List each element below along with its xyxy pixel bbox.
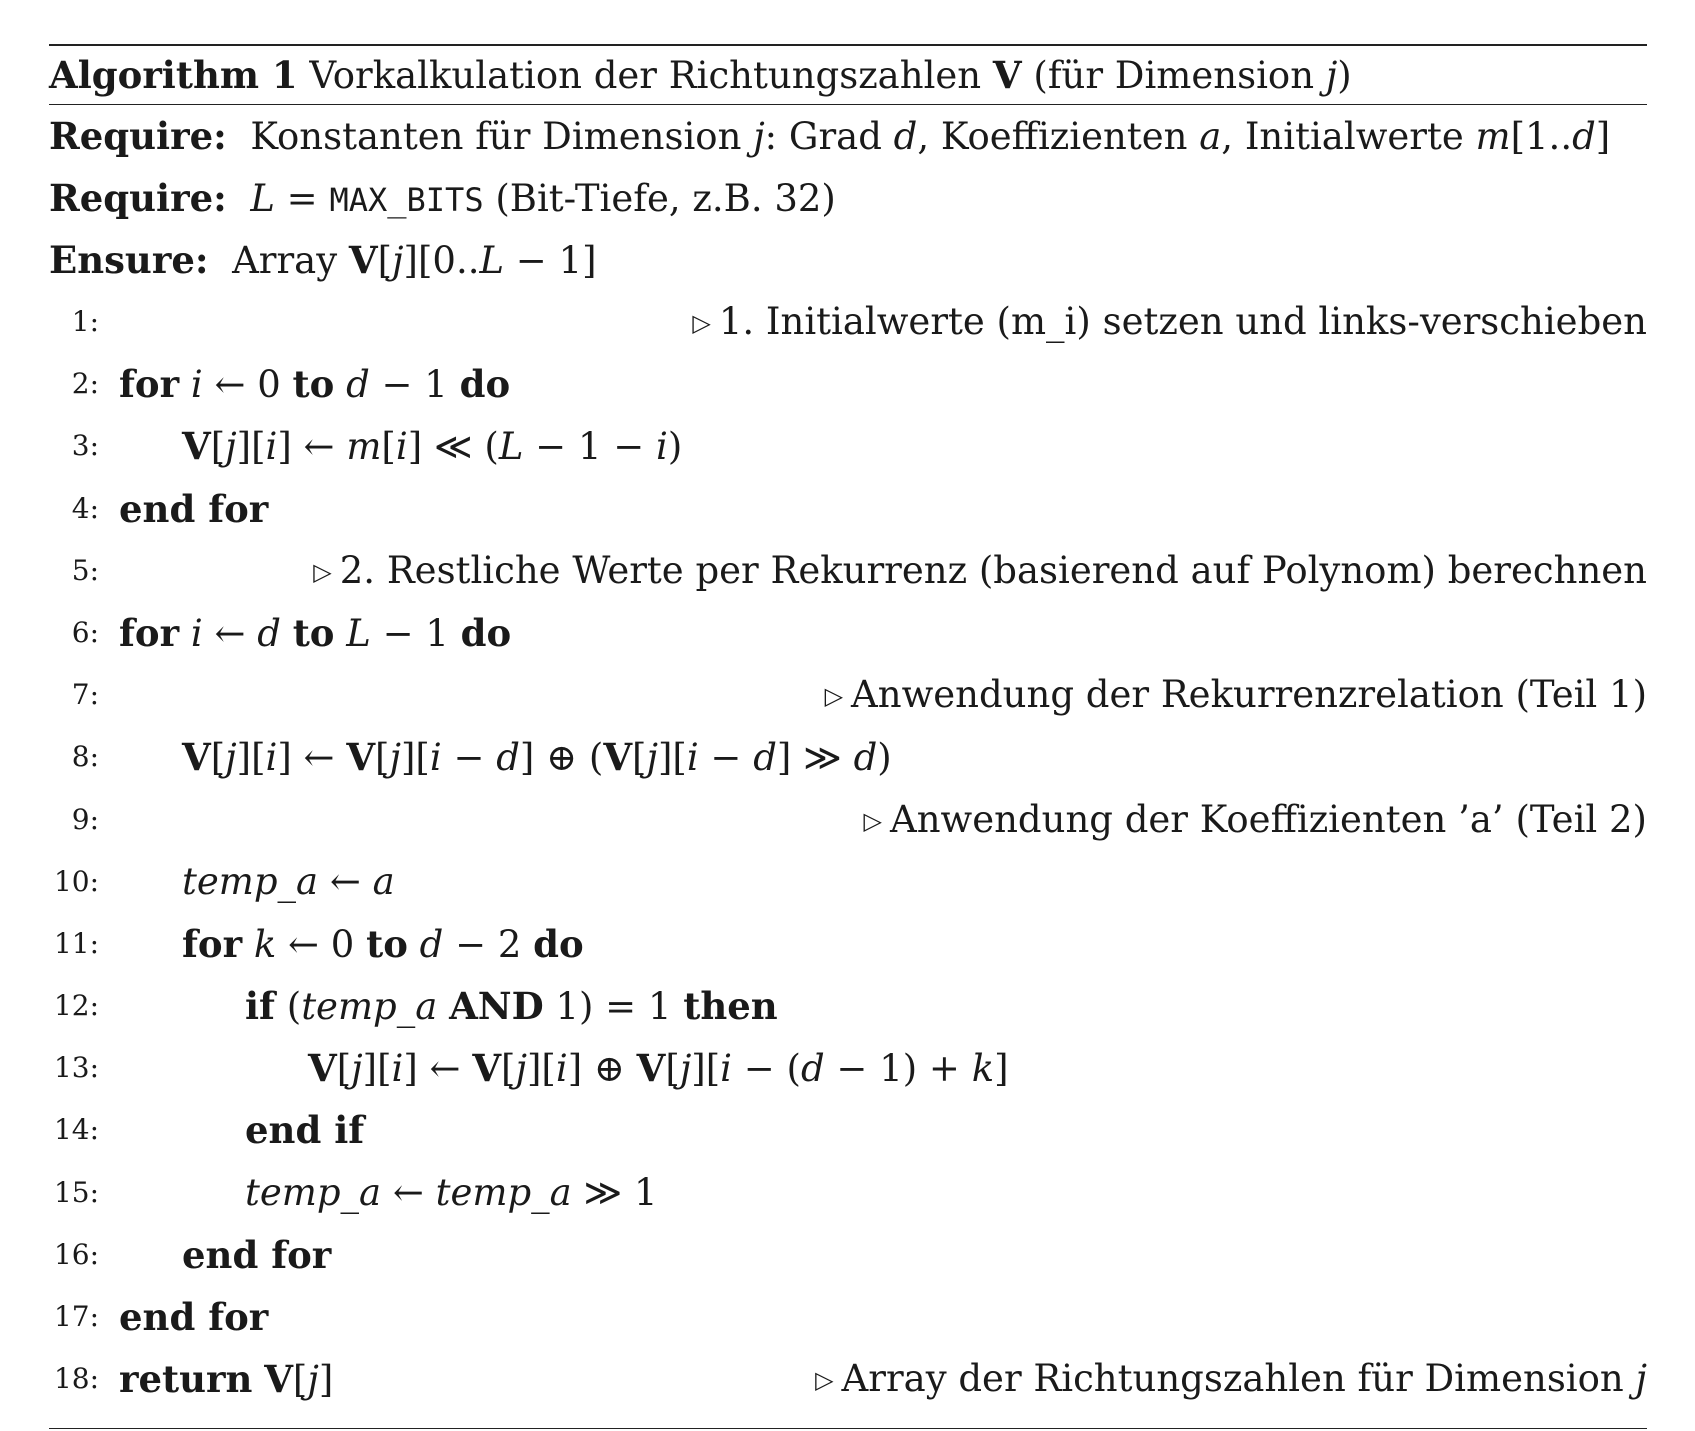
code-text: ][ (691, 1047, 721, 1091)
code-text: ] (318, 1358, 334, 1402)
comment-triangle-icon: ▷ (815, 1366, 834, 1395)
code (182, 1224, 331, 1287)
caption-text-c: ) (1337, 54, 1352, 97)
code-text: ← (381, 1170, 436, 1214)
code-text: − 1 (369, 363, 460, 407)
comment-text: Anwendung der Koeffizienten ’a’ (Teil 2) (889, 797, 1647, 841)
code (245, 1162, 658, 1224)
var: j (225, 425, 237, 469)
code-text: ] ⊕ (567, 1047, 637, 1091)
var-v: V (348, 238, 378, 282)
code-text: ] ← (403, 1047, 473, 1091)
line-number: 7: (71, 678, 99, 712)
var-l: L (250, 177, 275, 220)
var-v: V (182, 735, 211, 780)
line-number: 2: (71, 367, 99, 401)
keyword: for (182, 921, 243, 966)
var: k (971, 1047, 995, 1091)
caption-label: Algorithm 1 (49, 53, 298, 97)
code-text: [ (381, 425, 396, 469)
line-number: 13: (53, 1051, 99, 1085)
code-text: ][ (526, 1047, 556, 1091)
line-number: 1: (71, 305, 99, 338)
comment (815, 1348, 1647, 1414)
keyword: for (119, 610, 180, 655)
caption-symbol-j: j (1325, 54, 1338, 97)
comment-triangle-icon: ▷ (692, 309, 711, 337)
code-text: ] ≫ (776, 736, 854, 780)
var: i (190, 611, 203, 655)
code-text: ← 0 (276, 922, 367, 966)
comment (864, 789, 1647, 855)
code-text: ← (202, 611, 258, 655)
code-line-8 (49, 726, 1647, 788)
line-number: 4: (71, 491, 99, 525)
var-j: j (392, 239, 404, 282)
var: d (419, 922, 444, 966)
line-number: 10: (53, 864, 99, 898)
keyword: AND (449, 984, 544, 1029)
var-d: d (893, 115, 918, 158)
var: L (498, 425, 524, 469)
code-text: 1) = 1 (543, 985, 684, 1029)
code-line-7 (49, 664, 1647, 726)
var: k (253, 922, 277, 966)
var-v: V (472, 1046, 502, 1091)
ensure-line (49, 229, 1647, 291)
caption-text: Vorkalkulation der Richtungszahlen (309, 54, 982, 97)
line-number: 18: (53, 1362, 99, 1396)
var: d (257, 611, 281, 655)
keyword: end for (119, 1295, 269, 1339)
comment (692, 291, 1647, 357)
var-v: V (264, 1357, 293, 1402)
var: temp_a (182, 859, 319, 903)
keyword: end for (182, 1232, 332, 1277)
line-number: 3: (71, 429, 99, 463)
code (119, 478, 268, 541)
comment-text: Array der Richtungszahlen für Dimension (841, 1357, 1636, 1401)
var: a (372, 859, 395, 903)
code-text: ] (994, 1047, 1009, 1091)
code-text (437, 985, 449, 1028)
require-text: (Bit-Tiefe, z.B. 32) (483, 177, 836, 220)
var-d: d (1572, 115, 1596, 158)
keyword: to (366, 921, 408, 966)
var: i (395, 425, 408, 469)
code-text: ][ (657, 736, 687, 780)
var: i (720, 1047, 733, 1091)
const-max-bits: MAX_BITS (329, 181, 484, 219)
code-text: [ (210, 425, 226, 469)
code-line-13 (49, 1037, 1647, 1099)
code-text: − ( (732, 1047, 801, 1091)
var: i (686, 736, 699, 780)
comment-text: 2. Restliche Werte per Rekurrenz (basierend auf Polynom) berechnen (339, 548, 1647, 592)
code-line-11 (49, 913, 1647, 975)
var: j (389, 736, 401, 780)
var-v: V (308, 1046, 337, 1091)
var: L (346, 611, 371, 655)
code-line-2 (49, 353, 1647, 415)
code (308, 1037, 1009, 1100)
keyword: do (460, 610, 512, 655)
comment-text: 1. Initialwerte (m_i) setzen und links-verschieben (718, 300, 1647, 343)
var: j (1635, 1357, 1647, 1401)
code-text: − 1 (370, 611, 461, 655)
ensure-text: ][0.. (403, 239, 480, 282)
var: temp_a (301, 985, 438, 1029)
code-text: ← 0 (202, 363, 293, 407)
var: j (646, 736, 658, 780)
code (182, 913, 584, 976)
var: i (656, 425, 668, 469)
require-line-2 (49, 167, 1647, 229)
ensure-text: − 1] (504, 239, 597, 282)
var: i (190, 363, 203, 407)
code (119, 353, 510, 416)
code-text: ] ← (277, 736, 347, 780)
code-text: [ (336, 1047, 352, 1091)
var: i (265, 736, 278, 780)
require-text: : Grad (764, 115, 882, 158)
var-v: V (346, 735, 376, 780)
var: temp_a (435, 1170, 572, 1214)
var: d (853, 736, 878, 780)
code-text: [ (210, 736, 226, 780)
code-text: [ (501, 1047, 516, 1091)
require-line-1 (49, 105, 1647, 167)
code (245, 975, 778, 1038)
comment-text: Anwendung der Rekurrenzrelation (Teil 1) (851, 673, 1647, 717)
keyword: then (683, 984, 778, 1029)
var: i (265, 425, 278, 469)
code-text: ( (274, 985, 302, 1029)
algorithm-block (49, 44, 1647, 1429)
code-line-15 (49, 1162, 1647, 1224)
keyword: end if (245, 1108, 365, 1153)
code-text (281, 612, 293, 655)
algorithm-caption (49, 46, 1647, 104)
require-keyword: Require: (49, 114, 227, 158)
keyword: to (292, 610, 335, 655)
code-line-17 (49, 1286, 1647, 1348)
line-number: 15: (53, 1175, 99, 1209)
comment-triangle-icon: ▷ (863, 806, 882, 835)
var: m (346, 425, 382, 469)
code-text: − 1 − (523, 425, 657, 469)
code-text: ] ≪ ( (407, 425, 499, 469)
code (119, 1348, 333, 1411)
code (119, 602, 511, 665)
keyword: do (533, 921, 584, 966)
code-line-18 (49, 1348, 1647, 1410)
equals: = (274, 177, 330, 220)
code-text: ][ (400, 736, 430, 780)
code (119, 1286, 268, 1349)
require-text: , Initialwerte (1221, 115, 1464, 158)
bottom-rule (49, 1428, 1647, 1429)
require-text: , Koeffizienten (917, 115, 1188, 158)
code-line-9 (49, 789, 1647, 851)
code-line-14 (49, 1099, 1647, 1161)
var-l: L (479, 239, 505, 282)
require-text: [1.. (1510, 115, 1573, 158)
code-text: ][ (362, 1047, 392, 1091)
line-number: 17: (53, 1300, 99, 1333)
keyword: do (459, 362, 511, 407)
code-text: ] ← (277, 425, 347, 469)
var-j: j (753, 115, 765, 158)
code-text (252, 1358, 264, 1401)
code-text: ] ⊕ ( (519, 736, 604, 780)
var: d (346, 363, 370, 407)
require-keyword: Require: (49, 176, 227, 220)
code-text: [ (665, 1047, 680, 1091)
line-number: 6: (71, 615, 99, 649)
require-text: Konstanten für Dimension (250, 115, 742, 158)
keyword: end for (119, 486, 269, 531)
code (182, 851, 395, 913)
var: temp_a (245, 1170, 382, 1214)
keyword: to (292, 362, 335, 407)
line-number: 11: (53, 926, 99, 960)
var-m: m (1475, 115, 1511, 158)
caption-text-b: (für Dimension (1033, 54, 1315, 97)
line-number: 8: (71, 740, 99, 774)
caption-symbol-v: V (992, 53, 1022, 97)
code-text: [ (632, 736, 647, 780)
var-a: a (1199, 115, 1222, 158)
ensure-keyword: Ensure: (49, 238, 209, 282)
var: j (679, 1047, 692, 1091)
code-line-1 (49, 291, 1647, 353)
code-text: ≫ 1 (571, 1170, 658, 1214)
code (182, 726, 892, 789)
var: j (351, 1047, 363, 1091)
var-v: V (636, 1046, 666, 1091)
code-line-12 (49, 975, 1647, 1037)
code-text: ][ (236, 425, 266, 469)
comment-triangle-icon: ▷ (824, 682, 844, 711)
code-text: ) (877, 736, 892, 780)
code-text: − 1) + (824, 1047, 972, 1091)
var-v: V (182, 424, 211, 469)
code-line-3 (49, 415, 1647, 477)
comment (825, 664, 1647, 730)
ensure-text: Array (232, 239, 349, 282)
var: j (307, 1358, 319, 1402)
code-line-6 (49, 602, 1647, 664)
code-line-5 (49, 540, 1647, 602)
ensure-text: [ (377, 239, 393, 282)
code-text: − 2 (443, 922, 534, 966)
line-number: 9: (71, 802, 99, 836)
keyword: for (119, 362, 180, 407)
code-text: ][ (236, 736, 266, 780)
code-line-10 (49, 851, 1647, 913)
code-text: ) (667, 425, 683, 469)
code-text: − (441, 736, 497, 780)
code (245, 1099, 364, 1162)
keyword: if (245, 984, 275, 1029)
var: j (225, 736, 237, 780)
keyword: return (119, 1357, 253, 1402)
code-line-16 (49, 1224, 1647, 1286)
var-v: V (603, 735, 633, 780)
code-text: [ (292, 1358, 308, 1402)
line-number: 12: (53, 989, 99, 1023)
code (182, 415, 682, 478)
var: j (515, 1047, 527, 1091)
code-text: [ (375, 736, 390, 780)
comment (313, 540, 1647, 606)
require-text: ] (1595, 115, 1611, 158)
var: d (753, 736, 777, 780)
var: i (429, 736, 442, 780)
code-text: ← (318, 859, 373, 903)
var: d (800, 1047, 825, 1091)
line-number: 5: (71, 553, 99, 587)
var: d (496, 736, 520, 780)
code-text: − (698, 736, 754, 780)
line-number: 16: (53, 1237, 99, 1271)
comment-triangle-icon: ▷ (313, 557, 332, 586)
code-line-4 (49, 478, 1647, 540)
var: i (555, 1047, 568, 1091)
var: i (391, 1047, 404, 1091)
line-number: 14: (53, 1113, 99, 1147)
